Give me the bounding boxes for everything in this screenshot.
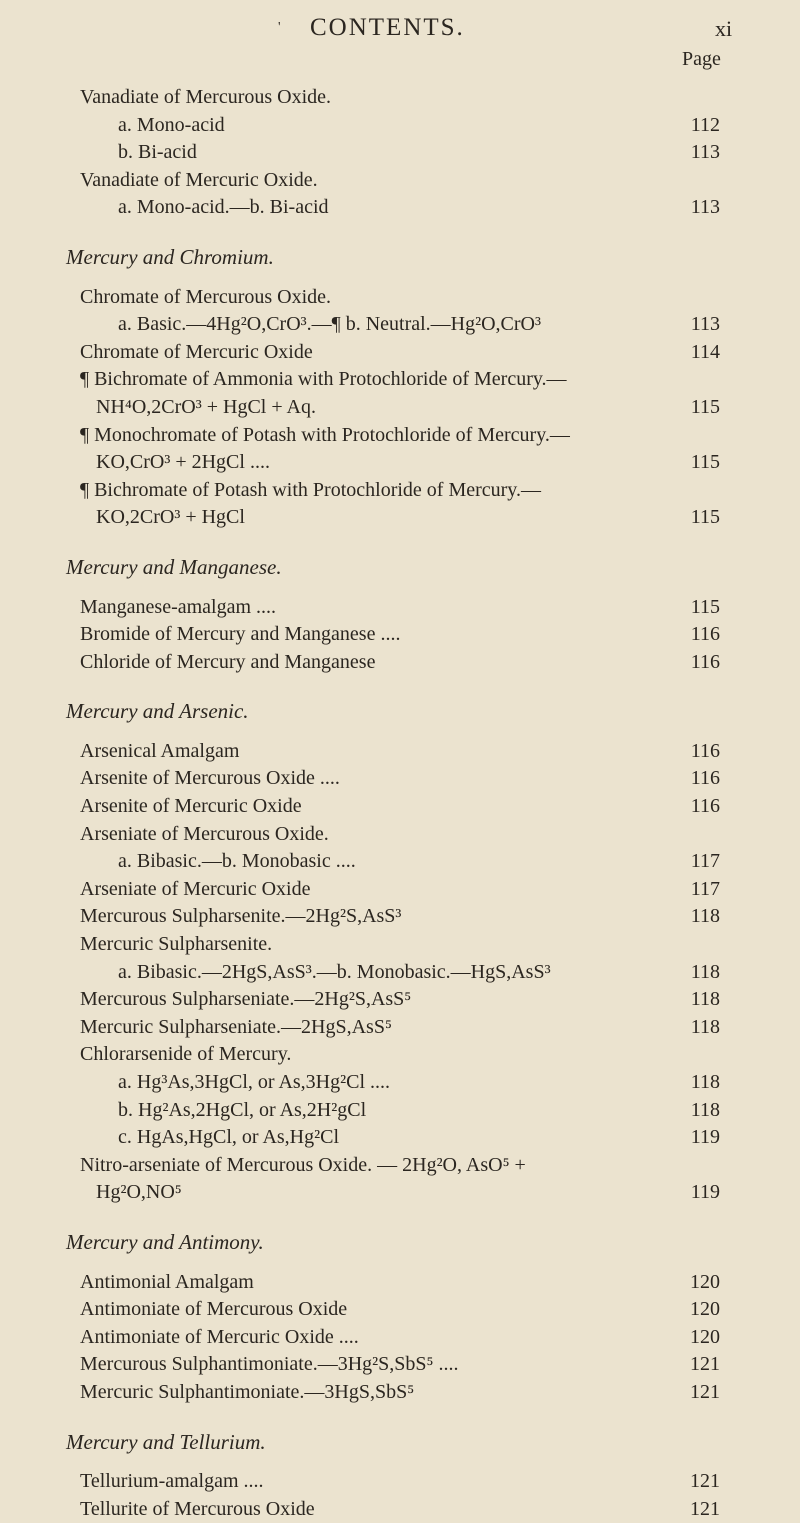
contents-entry <box>0 1041 800 1069</box>
entry-page-number: 114 <box>690 340 720 363</box>
contents-entry <box>0 1014 800 1042</box>
entry-title: ¶ Bichromate of Ammonia with Protochloride of Mercury.— <box>80 368 567 391</box>
entry-title: Mercury and Arsenic. <box>66 699 249 724</box>
entry-title: Mercuric Sulpharseniate.—2HgS,AsS⁵ <box>80 1015 392 1038</box>
contents-entry <box>0 339 800 367</box>
entry-title: Vanadiate of Mercuric Oxide. <box>80 168 318 191</box>
entry-page-number: 116 <box>690 767 720 790</box>
contents-entry <box>0 876 800 904</box>
contents-entry <box>0 1296 800 1324</box>
contents-entry <box>0 1179 800 1207</box>
contents-entry <box>0 1496 800 1523</box>
contents-entry <box>0 738 800 766</box>
entry-page-number: 115 <box>690 595 720 618</box>
spacer <box>0 272 800 284</box>
contents-entry <box>0 449 800 477</box>
entry-page-number: 119 <box>690 1126 720 1149</box>
contents-entry <box>0 1324 800 1352</box>
spacer <box>0 1407 800 1429</box>
contents-entry <box>0 986 800 1014</box>
spacer <box>0 676 800 698</box>
entry-title: Antimoniate of Mercuric Oxide .... <box>80 1325 359 1348</box>
entry-title: Mercury and Manganese. <box>66 554 282 579</box>
entry-page-number: 120 <box>690 1298 720 1321</box>
contents-list <box>0 84 800 1523</box>
contents-entry <box>0 394 800 422</box>
contents-entry <box>0 1269 800 1297</box>
entry-page-number: 113 <box>690 141 720 164</box>
entry-page-number: 121 <box>690 1380 720 1403</box>
entry-title: Nitro-arseniate of Mercurous Oxide. — 2Hg²O, AsO⁵ + <box>80 1153 526 1176</box>
entry-page-number: 116 <box>690 650 720 673</box>
entry-page-number: 118 <box>690 1098 720 1121</box>
contents-entry <box>0 848 800 876</box>
entry-title: KO,CrO³ + 2HgCl .... <box>96 451 270 474</box>
entry-title: Antimoniate of Mercurous Oxide <box>80 1298 348 1321</box>
entry-page-number: 113 <box>690 313 720 336</box>
contents-entry <box>0 765 800 793</box>
contents-entry <box>0 84 800 112</box>
contents-entry <box>0 1069 800 1097</box>
entry-title: a. Bibasic.—2HgS,AsS³.—b. Monobasic.—HgS,AsS³ <box>118 960 551 983</box>
entry-title: NH⁴O,2CrO³ + HgCl + Aq. <box>96 395 316 418</box>
entry-title: ¶ Bichromate of Potash with Protochloride of Mercury.— <box>80 478 542 501</box>
entry-page-number: 113 <box>690 196 720 219</box>
section-heading <box>0 244 800 272</box>
entry-page-number: 116 <box>690 623 720 646</box>
contents-entry <box>0 903 800 931</box>
spacer <box>0 222 800 244</box>
entry-title: Antimonial Amalgam <box>80 1270 254 1293</box>
contents-entry <box>0 477 800 505</box>
entry-page-number: 117 <box>690 850 720 873</box>
contents-entry <box>0 1379 800 1407</box>
entry-title: a. Mono-acid.—b. Bi-acid <box>118 196 329 219</box>
spacer <box>0 1207 800 1229</box>
entry-title: ¶ Monochromate of Potash with Protochloride of Mercury.— <box>80 423 570 446</box>
contents-entry <box>0 1097 800 1125</box>
header-title: CONTENTS. <box>310 14 465 41</box>
contents-entry <box>0 959 800 987</box>
entry-page-number: 117 <box>690 877 720 900</box>
entry-page-number: 121 <box>690 1497 720 1520</box>
entry-title: Mercuric Sulpharsenite. <box>80 933 273 956</box>
entry-title: Hg²O,NO⁵ <box>96 1181 182 1204</box>
section-heading <box>0 1229 800 1257</box>
entry-title: Chlorarsenide of Mercury. <box>80 1043 292 1066</box>
contents-entry <box>0 793 800 821</box>
contents-entry <box>0 139 800 167</box>
entry-title: Chloride of Mercury and Manganese <box>80 650 376 673</box>
entry-page-number: 120 <box>690 1325 720 1348</box>
entry-title: a. Basic.—4Hg²O,CrO³.—¶ b. Neutral.—Hg²O,CrO³ <box>118 313 541 336</box>
entry-title: Manganese-amalgam .... <box>80 595 277 618</box>
entry-title: c. HgAs,HgCl, or As,Hg²Cl <box>118 1126 340 1149</box>
spacer <box>0 582 800 594</box>
header-page-numeral: xi <box>715 16 733 41</box>
running-header <box>0 10 800 44</box>
contents-entry <box>0 1124 800 1152</box>
entry-title: Mercury and Antimony. <box>66 1229 264 1254</box>
entry-title: Tellurite of Mercurous Oxide <box>80 1497 315 1520</box>
entry-page-number: 115 <box>690 451 720 474</box>
entry-page-number: 118 <box>690 1015 720 1038</box>
contents-entry <box>0 112 800 140</box>
entry-page-number: 115 <box>690 506 720 529</box>
entry-title: a. Mono-acid <box>118 113 225 136</box>
entry-title: Mercury and Tellurium. <box>66 1429 266 1454</box>
entry-title: Chromate of Mercuric Oxide <box>80 340 313 363</box>
entry-title: KO,2CrO³ + HgCl <box>96 506 245 529</box>
page-column-label: Page <box>682 48 721 70</box>
contents-entry <box>0 594 800 622</box>
entry-page-number: 118 <box>690 1071 720 1093</box>
entry-title: a. Bibasic.—b. Monobasic .... <box>118 850 356 873</box>
entry-title: Vanadiate of Mercurous Oxide. <box>80 86 332 108</box>
contents-entry <box>0 311 800 339</box>
section-heading <box>0 554 800 582</box>
entry-page-number: 120 <box>690 1270 720 1293</box>
contents-entry <box>0 1152 800 1180</box>
entry-title: Mercuric Sulphantimoniate.—3HgS,SbS⁵ <box>80 1380 415 1403</box>
entry-title: Bromide of Mercury and Manganese .... <box>80 623 401 646</box>
entry-title: Arsenite of Mercurous Oxide .... <box>80 767 340 790</box>
entry-title: Mercurous Sulpharsenite.—2Hg²S,AsS³ <box>80 905 402 928</box>
entry-title: Tellurium-amalgam .... <box>80 1470 264 1493</box>
entry-title: Mercury and Chromium. <box>66 244 274 269</box>
contents-entry <box>0 1468 800 1496</box>
entry-title: b. Hg²As,2HgCl, or As,2H²gCl <box>118 1098 367 1121</box>
header-mark: ' <box>278 20 281 35</box>
contents-entry <box>0 167 800 195</box>
entry-page-number: 118 <box>690 905 720 928</box>
spacer <box>0 1456 800 1468</box>
entry-title: Mercurous Sulpharseniate.—2Hg²S,AsS⁵ <box>80 988 412 1011</box>
contents-entry <box>0 931 800 959</box>
entry-page-number: 118 <box>690 960 720 983</box>
entry-page-number: 116 <box>690 795 720 818</box>
contents-entry <box>0 366 800 394</box>
entry-page-number: 116 <box>690 739 720 762</box>
spacer <box>0 532 800 554</box>
entry-title: Arseniate of Mercuric Oxide <box>80 877 311 900</box>
entry-title: Mercurous Sulphantimoniate.—3Hg²S,SbS⁵ .... <box>80 1353 459 1376</box>
contents-entry <box>0 649 800 677</box>
contents-entry <box>0 1351 800 1379</box>
spacer <box>0 1257 800 1269</box>
entry-page-number: 115 <box>690 395 720 418</box>
entry-page-number: 121 <box>690 1353 720 1376</box>
contents-entry <box>0 504 800 532</box>
entry-page-number: 119 <box>690 1181 720 1204</box>
entry-page-number: 112 <box>690 113 720 136</box>
entry-title: Chromate of Mercurous Oxide. <box>80 285 332 308</box>
entry-title: b. Bi-acid <box>118 141 197 164</box>
contents-entry <box>0 194 800 222</box>
entry-page-number: 121 <box>690 1470 720 1493</box>
contents-entry <box>0 422 800 450</box>
section-heading <box>0 1429 800 1457</box>
section-heading <box>0 698 800 726</box>
entry-title: a. Hg³As,3HgCl, or As,3Hg²Cl .... <box>118 1071 391 1093</box>
entry-title: Arseniate of Mercurous Oxide. <box>80 822 329 845</box>
entry-page-number: 118 <box>690 988 720 1011</box>
contents-entry <box>0 821 800 849</box>
contents-entry <box>0 284 800 312</box>
entry-title: Arsenical Amalgam <box>80 739 240 762</box>
spacer <box>0 726 800 738</box>
contents-entry <box>0 621 800 649</box>
entry-title: Arsenite of Mercuric Oxide <box>80 795 302 818</box>
